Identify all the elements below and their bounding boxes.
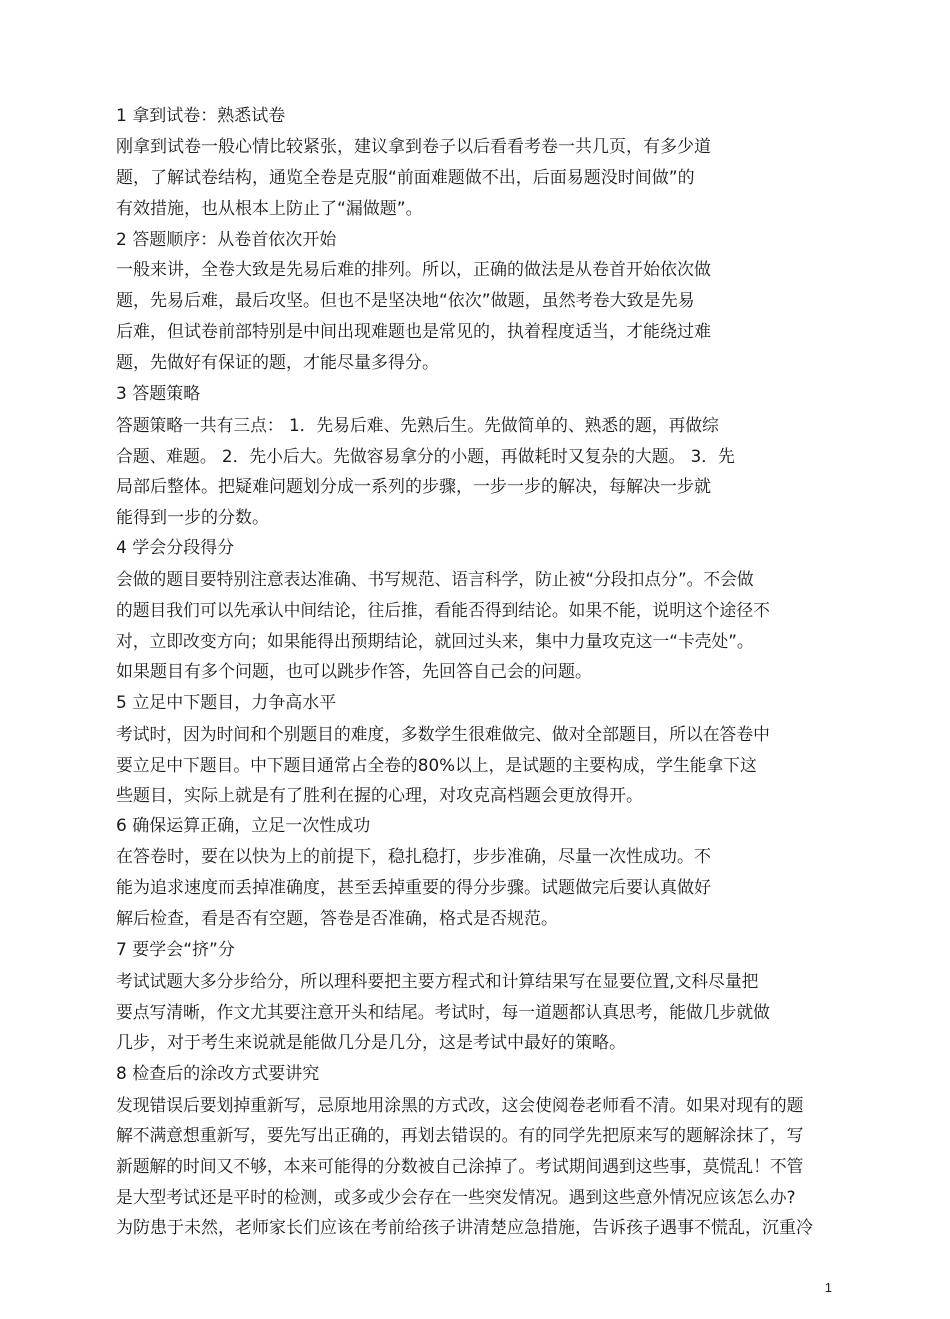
paragraph-line: 合题、难题。 2．先小后大。先做容易拿分的小题，再做耗时又复杂的大题。 3．先 xyxy=(116,445,735,466)
paragraph-line: 刚拿到试卷一般心情比较紧张，建议拿到卷子以后看看考卷一共几页，有多少道 xyxy=(116,136,711,157)
section-heading: 1 拿到试卷：熟悉试卷 xyxy=(116,106,286,126)
paragraph-line: 考试时，因为时间和个别题目的难度，多数学生很难做完、做对全部题目，所以在答卷中 xyxy=(116,723,770,744)
paragraph-line: 考试试题大多分步给分，所以理科要把主要方程式和计算结果写在显要位置,文科尽量把 xyxy=(116,970,759,991)
paragraph-line: 的题目我们可以先承认中间结论，往后推，看能否得到结论。如果不能，说明这个途径不 xyxy=(116,600,770,621)
paragraph-line: 后难，但试卷前部特别是中间出现难题也是常见的，执着程度适当，才能绕过难 xyxy=(116,322,711,343)
page-number: 1 xyxy=(824,1280,832,1295)
paragraph-line: 题，了解试卷结构，通览全卷是克服“前面难题做不出，后面易题没时间做”的 xyxy=(116,167,695,188)
paragraph-line: 发现错误后要划掉重新写，忌原地用涂黑的方式改，这会使阅卷老师看不清。如果对现有的题 xyxy=(116,1094,804,1115)
section-heading: 5 立足中下题目，力争高水平 xyxy=(116,692,337,713)
paragraph-line: 是大型考试还是平时的检测，或多或少会存在一些突发情况。遇到这些意外情况应该怎么办? xyxy=(116,1187,796,1208)
paragraph-line: 对，立即改变方向；如果能得出预期结论，就回过头来，集中力量攻克这一“卡壳处”。 xyxy=(116,631,754,652)
paragraph-line: 一般来讲，全卷大致是先易后难的排列。所以，正确的做法是从卷首开始依次做 xyxy=(116,260,711,281)
paragraph-line: 题，先做好有保证的题，才能尽量多得分。 xyxy=(116,353,439,374)
section-heading: 6 确保运算正确，立足一次性成功 xyxy=(116,816,371,837)
paragraph-line: 在答卷时，要在以快为上的前提下，稳扎稳打，步步准确，尽量一次性成功。不 xyxy=(116,847,711,868)
paragraph-line: 会做的题目要特别注意表达准确、书写规范、语言科学，防止被“分段扣点分”。不会做 xyxy=(116,569,754,590)
paragraph-line: 解不满意想重新写，要先写出正确的，再划去错误的。有的同学先把原来写的题解涂抹了，写 xyxy=(116,1125,804,1146)
paragraph-line: 局部后整体。把疑难问题划分成一系列的步骤，一步一步的解决，每解决一步就 xyxy=(116,476,711,497)
paragraph-line: 要立足中下题目。中下题目通常占全卷的80%以上，是试题的主要构成，学生能拿下这 xyxy=(116,754,757,775)
paragraph-line: 新题解的时间又不够，本来可能得的分数被自己涂掉了。考试期间遇到这些事，莫慌乱！不管 xyxy=(116,1156,804,1177)
paragraph-line: 能为追求速度而丢掉准确度，甚至丢掉重要的得分步骤。试题做完后要认真做好 xyxy=(116,878,711,899)
paragraph-line: 能得到一步的分数。 xyxy=(116,507,269,528)
paragraph-line: 有效措施，也从根本上防止了“漏做题”。 xyxy=(116,198,423,219)
paragraph-line: 答题策略一共有三点： 1．先易后难、先熟后生。先做简单的、熟悉的题，再做综 xyxy=(116,414,719,435)
section-heading: 4 学会分段得分 xyxy=(116,538,235,559)
document-body xyxy=(116,101,856,1244)
section-heading: 3 答题策略 xyxy=(116,384,201,405)
section-heading: 2 答题顺序：从卷首依次开始 xyxy=(116,229,337,250)
paragraph-line: 几步，对于考生来说就是能做几分是几分，这是考试中最好的策略。 xyxy=(116,1032,626,1053)
paragraph-line: 题，先易后难，最后攻坚。但也不是坚决地“依次”做题，虽然考卷大致是先易 xyxy=(116,291,695,312)
paragraph-line: 要点写清晰，作文尤其要注意开头和结尾。考试时，每一道题都认真思考，能做几步就做 xyxy=(116,1001,770,1022)
paragraph-line: 解后检查，看是否有空题，答卷是否准确，格式是否规范。 xyxy=(116,909,558,930)
section-heading: 8 检查后的涂改方式要讲究 xyxy=(116,1063,320,1084)
section-heading: 7 要学会“挤”分 xyxy=(116,940,235,961)
paragraph-line: 些题目，实际上就是有了胜利在握的心理，对攻克高档题会更放得开。 xyxy=(116,785,643,806)
paragraph-line: 为防患于未然，老师家长们应该在考前给孩子讲清楚应急措施，告诉孩子遇事不慌乱，沉重冷 xyxy=(116,1218,813,1239)
paragraph-line: 如果题目有多个问题，也可以跳步作答，先回答自己会的问题。 xyxy=(116,662,592,683)
